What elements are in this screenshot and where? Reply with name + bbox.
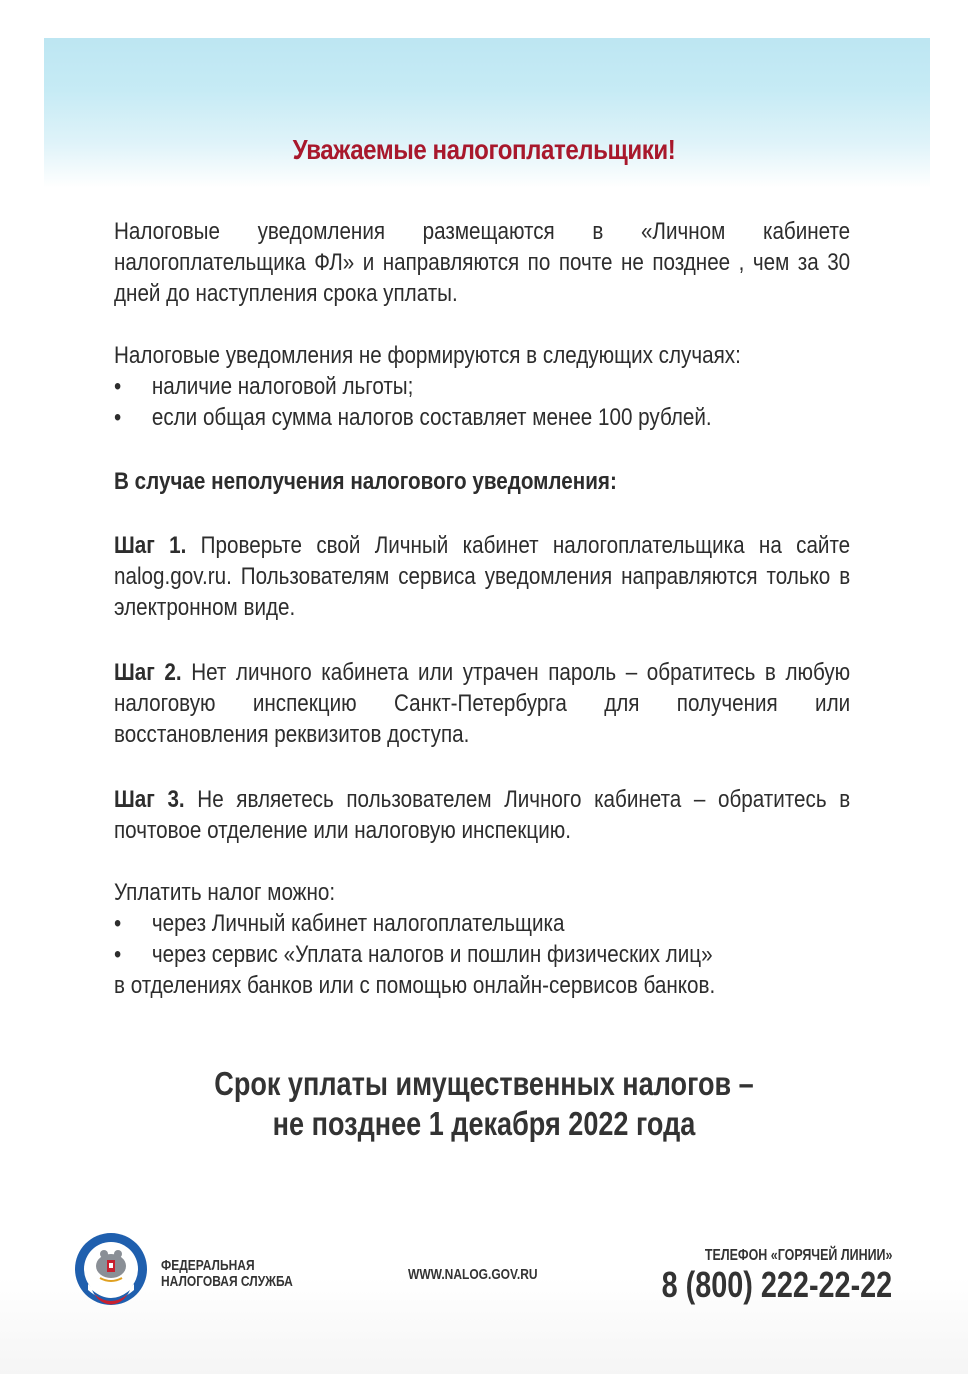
step-label: Шаг 2. xyxy=(114,659,182,686)
step-2 xyxy=(114,657,850,750)
intro-paragraph: Налоговые уведомления размещаются в «Личном кабинете налогоплательщика ФЛ» и направляются по почте не позднее , чем за 30 дней до наступления срока уплаты. xyxy=(114,218,851,307)
not-formed-list xyxy=(114,371,850,433)
not-formed-lead: Налоговые уведомления не формируются в следующих случаях: xyxy=(114,342,741,369)
org-name-line-2: НАЛОГОВАЯ СЛУЖБА xyxy=(161,1273,293,1290)
not-received-heading: В случае неполучения налогового уведомления: xyxy=(114,468,617,495)
list-item: • наличие налоговой льготы; xyxy=(114,371,850,402)
payment-lead: Уплатить налог можно: xyxy=(114,879,336,906)
hotline-label: ТЕЛЕФОН «ГОРЯЧЕЙ ЛИНИИ» xyxy=(704,1247,892,1264)
org-name-line-1: ФЕДЕРАЛЬНАЯ xyxy=(161,1257,255,1274)
website-link[interactable]: WWW.NALOG.GOV.RU xyxy=(408,1266,538,1283)
payment-tail: в отделениях банков или с помощью онлайн-сервисов банков. xyxy=(114,972,716,999)
org-name xyxy=(161,1258,293,1290)
fns-emblem-icon xyxy=(74,1232,148,1306)
step-label: Шаг 1. xyxy=(114,532,187,559)
step-text: Проверьте свой Личный кабинет налогоплательщика на сайте nalog.gov.ru. Пользователям сервиса уведомления направляются только в электронном виде. xyxy=(114,532,851,621)
deadline-line-2: не позднее 1 декабря 2022 года xyxy=(272,1105,696,1142)
step-1 xyxy=(114,530,850,623)
payment-list xyxy=(114,908,850,970)
list-item: • через сервис «Уплата налогов и пошлин физических лиц» xyxy=(114,939,850,970)
step-label: Шаг 3. xyxy=(114,786,185,813)
step-text: Нет личного кабинета или утрачен пароль – обратитесь в любую налоговую инспекцию Санкт-Петербурга для получения или восстановления реквизитов доступа. xyxy=(114,659,851,748)
not-formed-section xyxy=(114,340,850,433)
list-item: • через Личный кабинет налогоплательщика xyxy=(114,908,850,939)
list-item: • если общая сумма налогов составляет менее 100 рублей. xyxy=(114,402,850,433)
deadline-notice xyxy=(87,1064,881,1144)
page-title: Уважаемые налогоплательщики! xyxy=(292,134,676,165)
step-3 xyxy=(114,784,850,846)
hotline-phone[interactable]: 8 (800) 222-22-22 xyxy=(661,1264,892,1305)
payment-section xyxy=(114,877,850,1001)
deadline-line-1: Срок уплаты имущественных налогов – xyxy=(214,1065,754,1102)
step-text: Не являетесь пользователем Личного кабинета – обратитесь в почтовое отделение или налоговую инспекцию. xyxy=(114,786,851,844)
